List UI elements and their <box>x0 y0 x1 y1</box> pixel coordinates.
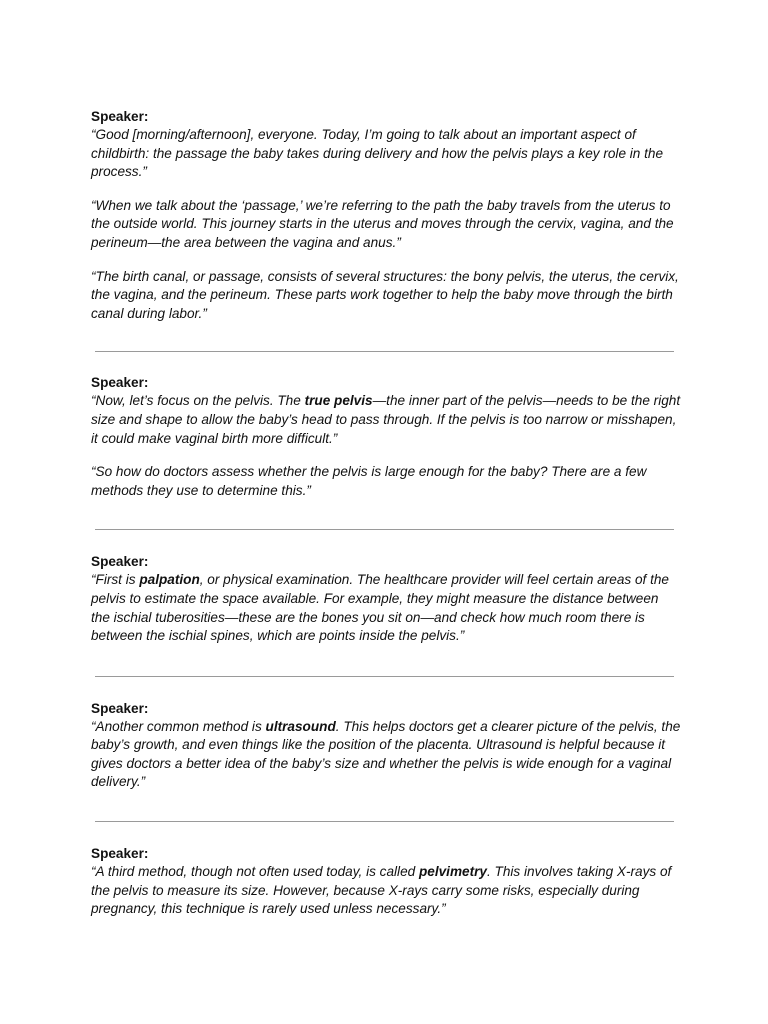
section-divider <box>95 351 674 352</box>
section-divider <box>95 529 674 530</box>
paragraph-text: “A third method, though not often used today, is called <box>91 864 419 880</box>
emphasis-term: palpation <box>139 572 200 588</box>
paragraph <box>91 571 681 645</box>
paragraph-text: “So how do doctors assess whether the pelvis is large enough for the baby? There are a few methods they use to determine this.” <box>91 464 647 498</box>
paragraph-text: “Another common method is <box>91 718 266 734</box>
speaker-label: Speaker: <box>91 554 149 570</box>
paragraph <box>91 863 681 919</box>
paragraph-text: , or physical examination. The healthcare provider will feel certain areas of the pelvis to estimate the space available. For example, they might measure the distance between the ischial tuberosities—these are the bones you sit on—and check how much room there is between the ischial spines, which are points inside the pelvis.” <box>91 572 669 644</box>
paragraph <box>91 718 681 792</box>
paragraph <box>91 197 681 253</box>
paragraph-text: “Good [morning/afternoon], everyone. Today, I’m going to talk about an important aspect of childbirth: the passage the baby takes during delivery and how the pelvis plays a key role in the process.” <box>91 127 664 180</box>
emphasis-term: true pelvis <box>304 393 373 409</box>
section-divider <box>95 676 674 677</box>
paragraph-text: “When we talk about the ‘passage,’ we’re referring to the path the baby travels from the uterus to the outside world. This journey starts in the uterus and moves through the cervix, vagina, and the perineum—the area between the vagina and anus.” <box>91 197 674 250</box>
emphasis-term: ultrasound <box>265 718 336 734</box>
paragraph <box>91 268 681 324</box>
paragraph-text: . This involves taking X-rays of the pelvis to measure its size. However, because X-rays carry some risks, especially during pregnancy, this technique is rarely used unless necessary.” <box>91 864 672 917</box>
paragraph-text: —the inner part of the pelvis—needs to be the right size and shape to allow the baby’s head to pass through. If the pelvis is too narrow or misshapen, it could make vaginal birth more difficult.” <box>91 393 681 446</box>
speaker-section-true-pelvis <box>91 373 681 500</box>
emphasis-term: pelvimetry <box>418 864 487 880</box>
paragraph-text: “First is <box>91 572 140 588</box>
paragraph <box>91 463 681 500</box>
speaker-label: Speaker: <box>91 846 149 862</box>
speaker-label: Speaker: <box>91 700 149 716</box>
paragraph <box>91 392 681 448</box>
paragraph-text: “The birth canal, or passage, consists of several structures: the bony pelvis, the uterus, the cervix, the vagina, and the perineum. These parts work together to help the baby move through the birth canal during labor.” <box>91 268 679 321</box>
speaker-section-pelvimetry <box>91 844 681 919</box>
paragraph-text: “Now, let’s focus on the pelvis. The <box>91 393 305 409</box>
paragraph <box>91 126 681 182</box>
paragraph-text: . This helps doctors get a clearer picture of the pelvis, the baby’s growth, and even things like the position of the placenta. Ultrasound is helpful because it gives doctors a better idea of the baby’s size and whether the pelvis is wide enough for a vaginal delivery.” <box>91 718 681 790</box>
speaker-section-intro <box>91 107 681 323</box>
speaker-label: Speaker: <box>91 375 149 391</box>
speaker-section-palpation <box>91 552 681 645</box>
speaker-label: Speaker: <box>91 109 149 124</box>
document-page <box>91 107 681 919</box>
section-divider <box>95 821 674 822</box>
speaker-section-ultrasound <box>91 699 681 792</box>
